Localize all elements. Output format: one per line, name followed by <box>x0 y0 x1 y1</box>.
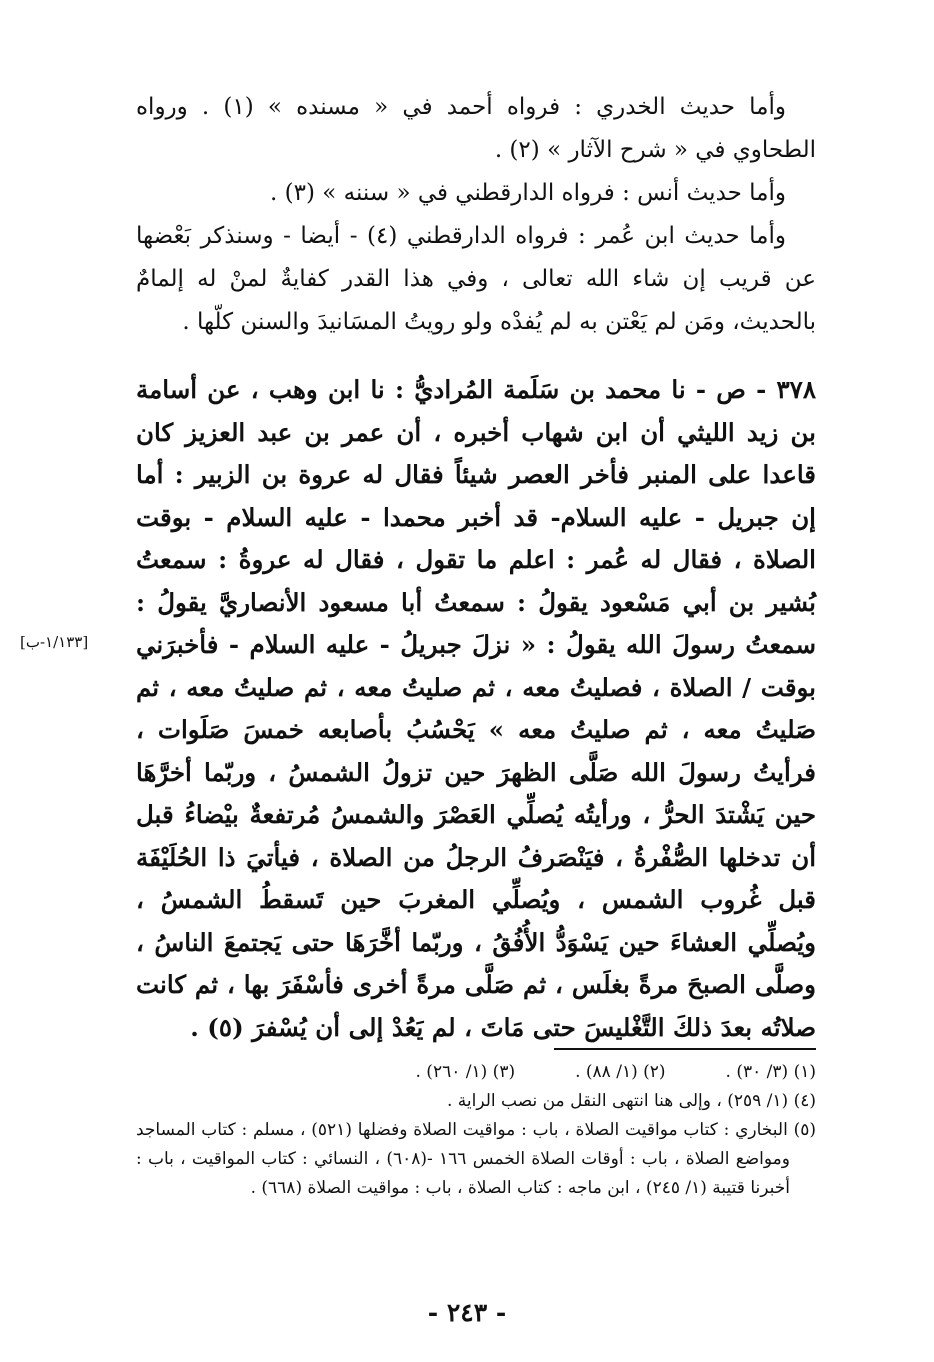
footnotes-row-1 <box>136 1058 816 1087</box>
footnote-separator <box>554 1048 816 1050</box>
paragraph-khudri: وأما حديث الخدري : فرواه أحمد في « مسنده » (١) . ورواه الطحاوي في « شرح الآثار » (٢) . <box>136 94 816 163</box>
hadith-378: ٣٧٨ - ص - نا محمد بن سَلَمة المُراديُّ : نا ابن وهب ، عن أسامة بن زيد الليثي أن ابن شهاب أخبره ، أن عمر بن عبد العزيز كان قاعدا على المنبر فأخر العصر شيئاً فقال له عروة بن الزبير : أما إن جبريل - عليه السلام- قد أخبر محمدا - عليه السلام - بوقت الصلاة ، فقال له عُمر : اعلم ما تقول ، فقال له عروةُ : سمعتُ بُشير بن أبي مَسْعود يقولُ : سمعتُ أبا مسعود الأنصاريَّ يقولُ : سمعتُ رسولَ الله يقولُ : « نزلَ جبريلُ - عليه السلام - فأخبرَني بوقت / الصلاة ، فصليتُ معه ، ثم صليتُ معه ، ثم صليتُ معه ، ثم صَليتُ معه ، ثم صليتُ معه » يَحْسُبُ بأصابعه خمسَ صَلَوات ، فرأيتُ رسولَ الله صَلَّى الظهرَ حين تزولُ الشمسُ ، وربّما أخرَّهَا حين يَشْتدَ الحرُّ ، ورأيتُه يُصلِّي العَصْرَ والشمسُ مُرتفعةٌ بيْضاءُ قبل أن تدخلها الصُّفْرةُ ، فيَنْصَرفُ الرجلُ من الصلاة ، فيأتيَ ذا الحُلَيْفَة قبل غُروب الشمس ، ويُصلِّي المغربَ حين تَسقطُ الشمسُ ، ويُصلِّي العشاءَ حين يَسْوَدُّ الأُفُقُ ، وربّما أخَّرَهَا حتى يَجتمعَ الناسُ ، وصلَّى الصبحَ مرةً بغلَس ، ثم صَلَّى مرةً أخرى فأسْفَرَ بها ، ثم كانت صلاتُه بعدَ ذلكَ التَّغْليسَ حتى مَاتَ ، لم يَعُدْ إلى أن يُسْفرَ (٥) . <box>136 375 816 1042</box>
intro-text <box>136 86 816 344</box>
footnote-3: (٣) (١/ ٢٦٠) . <box>415 1062 516 1082</box>
footnote-2: (٢) (١/ ٨٨) . <box>575 1062 666 1082</box>
manuscript-folio-marker: [١/١٣٣-ب] <box>20 633 89 651</box>
footnote-4: (٤) (١/ ٢٥٩) ، وإلى هنا انتهى النقل من نصب الراية . <box>446 1091 816 1111</box>
footnotes <box>136 1058 816 1203</box>
paragraph-ibn-umar: وأما حديث ابن عُمر : فرواه الدارقطني (٤) - أيضا - وسنذكر بَعْضها عن قريب إن شاء الله تعالى ، وفي هذا القدر كفايةٌ لمنْ له إلمامٌ بالحديث، ومَن لم يَعْتن به لم يُفدْه ولو رويتُ المسَانيدَ والسنن كلّها . <box>136 223 816 335</box>
paragraph-anas: وأما حديث أنس : فرواه الدارقطني في « سننه » (٣) . <box>270 180 786 206</box>
page-number: - ٢٤٣ - <box>427 1298 507 1327</box>
footnote-1: (١) (٣/ ٣٠) . <box>725 1062 816 1082</box>
footnote-5: (٥) البخاري : كتاب مواقيت الصلاة ، باب : مواقيت الصلاة وفضلها (٥٢١) ، مسلم : كتاب المساجد ومواضع الصلاة ، باب : أوقات الصلاة الخمس ١٦٦ -(٦٠٨) ، النسائي : كتاب المواقيت ، باب : أخبرنا قتيبة (١/ ٢٤٥) ، ابن ماجه : كتاب الصلاة ، باب : مواقيت الصلاة (٦٦٨) . <box>136 1120 816 1198</box>
